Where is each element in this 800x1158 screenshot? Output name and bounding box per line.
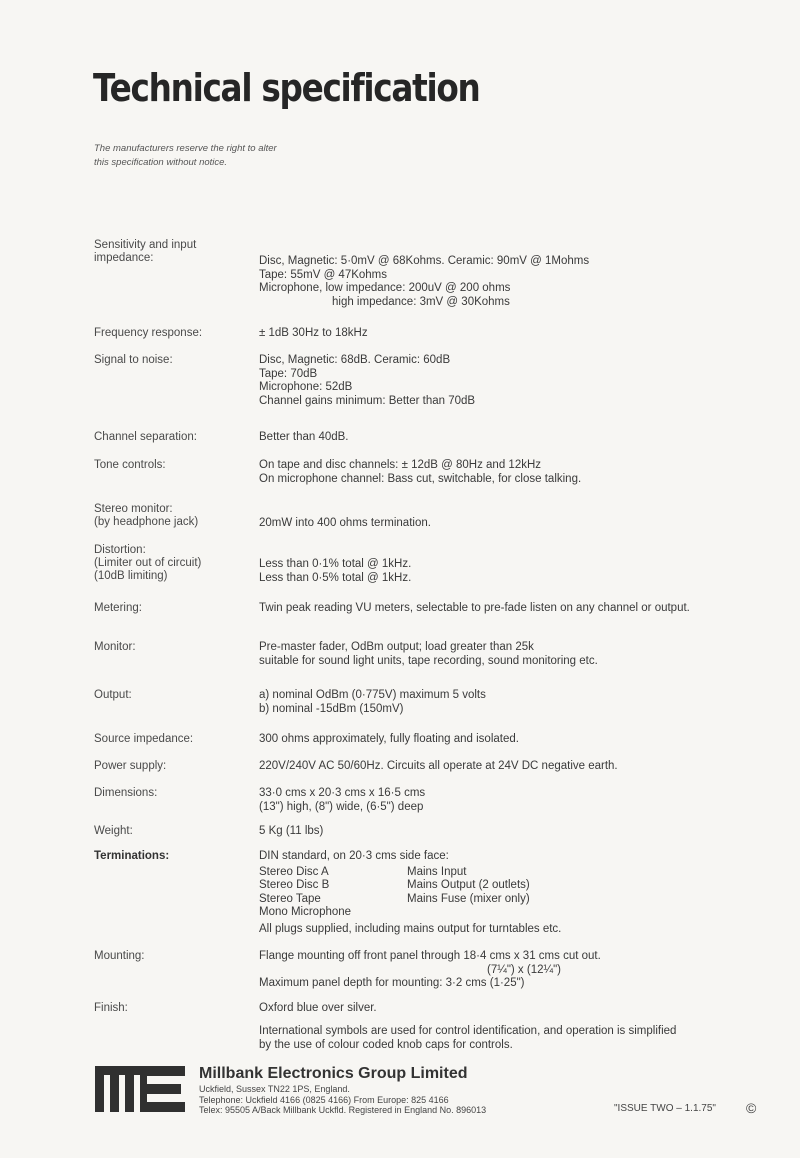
spec-label-line: Weight: [94, 825, 133, 837]
spec-label-line: Metering: [94, 602, 142, 614]
spec-value-line: Less than 0·5% total @ 1kHz. [259, 571, 412, 584]
spec-value-line: Twin peak reading VU meters, selectable to pre-fade listen on any channel or output. [259, 602, 690, 614]
terminations-right-column [407, 866, 530, 920]
spec-label [94, 1002, 254, 1015]
company-name: Millbank Electronics Group Limited [199, 1065, 468, 1082]
spec-value-line: 33·0 cms x 20·3 cms x 16·5 cms [259, 787, 426, 799]
spec-label-line: Terminations: [94, 850, 170, 862]
spec-value [259, 760, 719, 774]
termination-item: Mains Input [407, 865, 467, 878]
copyright-symbol: © [746, 1100, 757, 1116]
spec-label [94, 459, 254, 472]
spec-label [94, 239, 254, 265]
spec-label-line: impedance: [94, 252, 154, 264]
spec-value-line: (7¼") x (12¼") [487, 963, 561, 976]
spec-label-line: Mounting: [94, 950, 145, 962]
spec-label-line: Frequency response: [94, 327, 203, 339]
spec-label-line: (by headphone jack) [94, 516, 199, 528]
spec-value-line: 220V/240V AC 50/60Hz. Circuits all operate at 24V DC negative earth. [259, 760, 618, 772]
issue-label: "ISSUE TWO – 1.1.75" [614, 1103, 716, 1114]
spec-value-line: Microphone: 52dB [259, 381, 353, 393]
spec-label-line: Source impedance: [94, 733, 194, 745]
spec-label [94, 641, 254, 654]
address-line: Uckfield, Sussex TN22 1PS, England. [199, 1084, 350, 1094]
spec-value-line: Tape: 70dB [259, 367, 318, 380]
spec-label [94, 602, 254, 615]
spec-value-line: ± 1dB 30Hz to 18kHz [259, 327, 368, 339]
spec-value-line: Oxford blue over silver. [259, 1002, 377, 1014]
spec-label-line: Distortion: [94, 544, 146, 556]
termination-item: Mains Output (2 outlets) [407, 879, 530, 891]
spec-label [94, 431, 254, 444]
spec-value [259, 327, 719, 341]
spec-value-line: 5 Kg (11 lbs) [259, 825, 324, 837]
spec-value [259, 850, 719, 936]
termination-item: Stereo Disc A [259, 865, 329, 878]
spec-value [259, 459, 719, 486]
termination-item: Stereo Tape [259, 892, 321, 905]
spec-label-line: Signal to noise: [94, 354, 173, 366]
spec-value-line: Better than 40dB. [259, 431, 349, 443]
address-line: Telephone: Uckfield 4166 (0825 4166) From Europe: 825 4166 [199, 1094, 449, 1105]
spec-value-line: high impedance: 3mV @ 30Kohms [332, 295, 510, 308]
address-line: Telex: 95505 A/Back Millbank Uckfld. Registered in England No. 896013 [199, 1105, 487, 1115]
company-address [199, 1084, 486, 1116]
spec-value-line: Tape: 55mV @ 47Kohms [259, 268, 388, 281]
spec-value [259, 602, 699, 616]
spec-label [94, 544, 254, 583]
spec-value [259, 558, 719, 585]
spec-label-line: Channel separation: [94, 431, 197, 443]
spec-value-line: (13") high, (8") wide, (6·5") deep [259, 800, 424, 813]
spec-value [259, 950, 719, 991]
spec-label-line: Monitor: [94, 641, 136, 653]
spec-label-line: Power supply: [94, 760, 167, 772]
spec-label-line: Tone controls: [94, 459, 166, 471]
spec-label [94, 327, 254, 340]
spec-label-line: Dimensions: [94, 787, 158, 799]
spec-label [94, 825, 254, 838]
spec-value-line: a) nominal OdBm (0·775V) maximum 5 volts [259, 689, 486, 701]
spec-label [94, 503, 254, 529]
spec-label [94, 354, 254, 367]
company-logo [95, 1066, 185, 1112]
spec-value-line: Pre-master fader, OdBm output; load greater than 25k [259, 641, 534, 653]
spec-value-line: Less than 0·1% total @ 1kHz. [259, 558, 412, 570]
spec-value-line: On tape and disc channels: ± 12dB @ 80Hz and 12kHz [259, 459, 542, 471]
spec-label-line: (Limiter out of circuit) [94, 557, 202, 569]
terminations-intro: DIN standard, on 20·3 cms side face: [259, 850, 449, 862]
spec-value [259, 787, 719, 814]
spec-value [259, 517, 719, 531]
spec-value-line: 300 ohms approximately, fully floating and isolated. [259, 733, 519, 745]
spec-value [259, 733, 719, 747]
spec-value-line: Disc, Magnetic: 5·0mV @ 68Kohms. Ceramic: 90mV @ 1Mohms [259, 255, 590, 267]
terminations-left-column [259, 866, 407, 920]
terminations-footer: All plugs supplied, including mains output for turntables etc. [259, 922, 562, 935]
finish-note [259, 1025, 689, 1052]
spec-value [259, 1002, 719, 1016]
spec-label-line: Stereo monitor: [94, 503, 173, 515]
spec-label [94, 850, 254, 863]
termination-item: Stereo Disc B [259, 879, 330, 891]
spec-label [94, 733, 254, 746]
spec-value-line: Channel gains minimum: Better than 70dB [259, 394, 476, 407]
spec-value-line: International symbols are used for control identification, and operation is simplified by the use of colour coded knob caps for controls. [259, 1025, 677, 1051]
disclaimer-line: this specification without notice. [94, 157, 228, 168]
spec-value-line: b) nominal -15dBm (150mV) [259, 702, 404, 715]
spec-label [94, 950, 254, 963]
spec-value-line: Maximum panel depth for mounting: 3·2 cms (1·25") [259, 977, 525, 989]
spec-label-line: Sensitivity and input [94, 239, 197, 251]
spec-value [259, 354, 719, 408]
spec-label [94, 760, 254, 773]
spec-label [94, 787, 254, 800]
spec-value-line: Disc, Magnetic: 68dB. Ceramic: 60dB [259, 354, 451, 366]
spec-label-line: Output: [94, 689, 132, 701]
spec-value [259, 255, 719, 309]
spec-label-line: (10dB limiting) [94, 570, 168, 582]
spec-value [259, 641, 719, 668]
spec-value-line: suitable for sound light units, tape recording, sound monitoring etc. [259, 654, 598, 667]
page-title: Technical specification [93, 66, 480, 110]
spec-value [259, 431, 719, 445]
terminations-columns [259, 866, 719, 920]
termination-item: Mains Fuse (mixer only) [407, 892, 530, 905]
disclaimer [94, 142, 277, 170]
spec-value-line: On microphone channel: Bass cut, switchable, for close talking. [259, 472, 582, 485]
spec-value [259, 825, 719, 839]
spec-value [259, 689, 719, 716]
disclaimer-line: The manufacturers reserve the right to alter [94, 143, 277, 154]
spec-value-line: Microphone, low impedance: 200uV @ 200 ohms [259, 282, 511, 294]
spec-label [94, 689, 254, 702]
spec-label-line: Finish: [94, 1002, 128, 1014]
spec-value-line: 20mW into 400 ohms termination. [259, 517, 431, 529]
termination-item: Mono Microphone [259, 906, 352, 918]
spec-value-line: Flange mounting off front panel through 18·4 cms x 31 cms cut out. [259, 950, 601, 962]
